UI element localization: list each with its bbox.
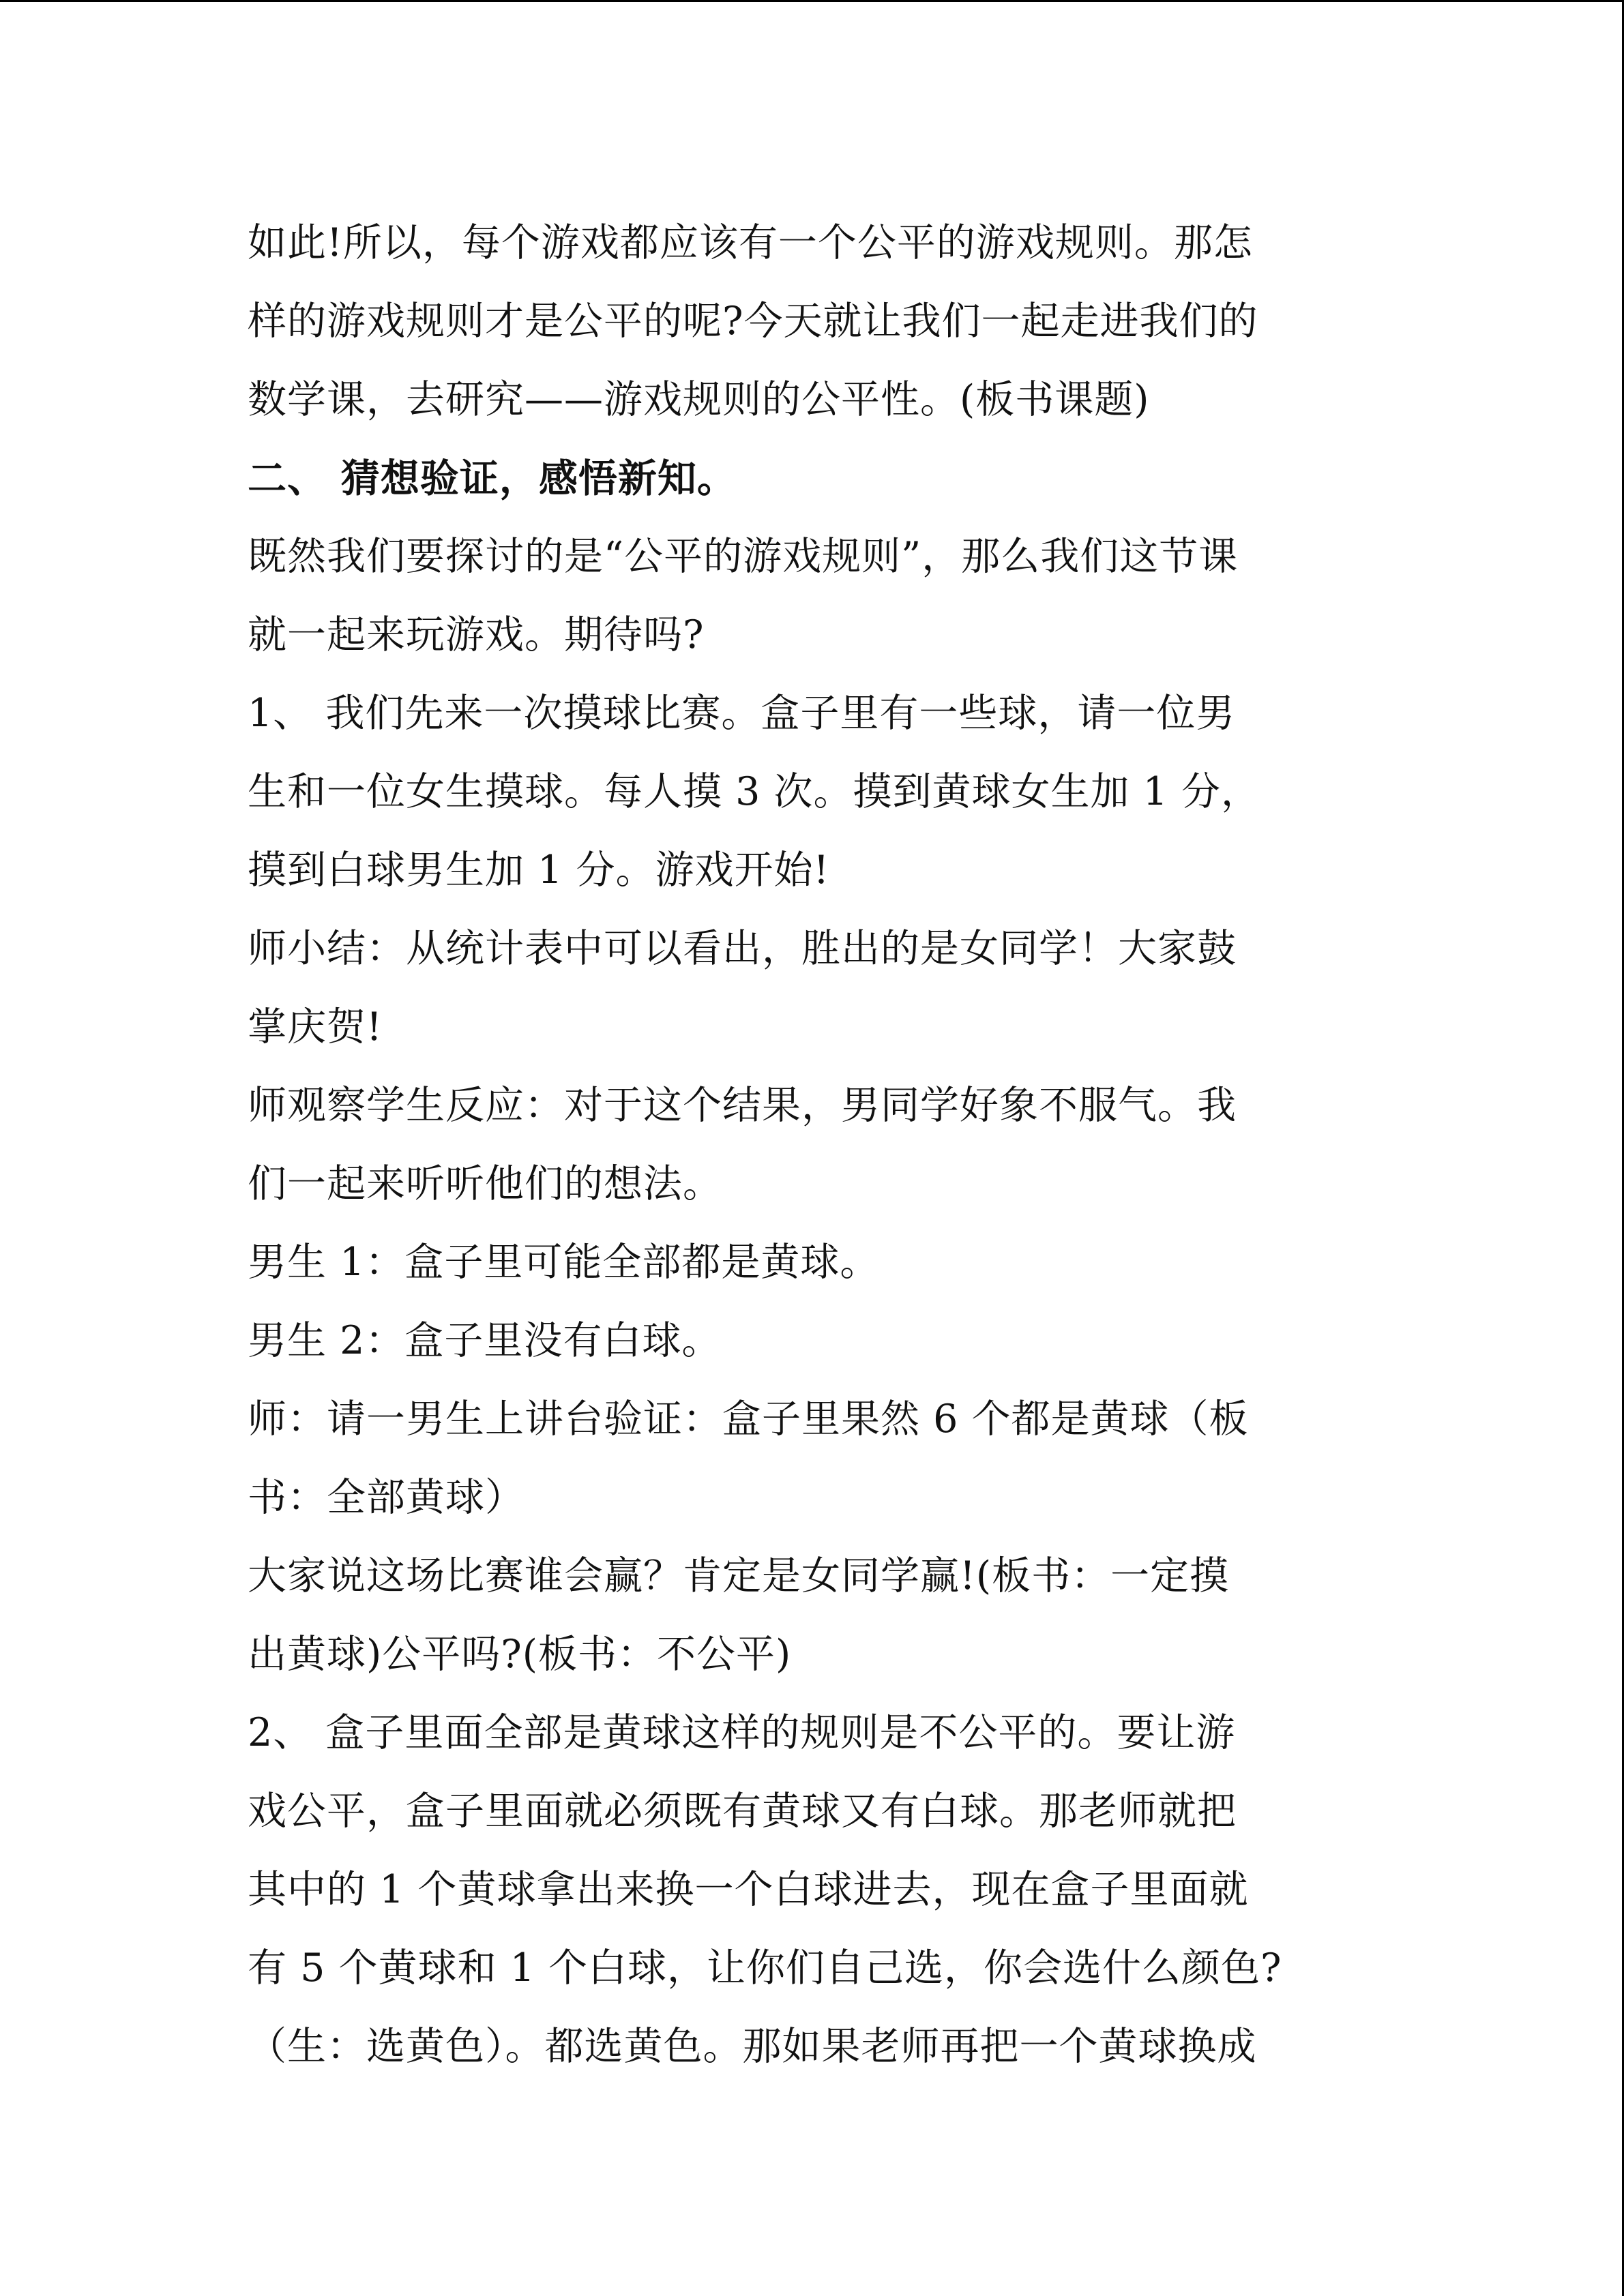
text-line: 其中的 1 个黄球拿出来换一个白球进去，现在盒子里面就 xyxy=(248,1867,1249,1912)
text-line: 1、 我们先来一次摸球比赛。盒子里有一些球，请一位男 xyxy=(248,691,1236,736)
text-line: 有 5 个黄球和 1 个白球，让你们自己选，你会选什么颜色? xyxy=(248,1945,1282,1991)
text-line: 男生 2：盒子里没有白球。 xyxy=(248,1318,722,1363)
text-line: 数学课，去研究——游戏规则的公平性。(板书课题) xyxy=(248,377,1150,422)
text-line: 男生 1：盒子里可能全部都是黄球。 xyxy=(248,1240,880,1285)
text-line: 摸到白球男生加 1 分。游戏开始! xyxy=(248,848,830,893)
body-text xyxy=(248,204,1380,2086)
text-line: 2、 盒子里面全部是黄球这样的规则是不公平的。要让游 xyxy=(248,1710,1236,1755)
text-line: 如此!所以，每个游戏都应该有一个公平的游戏规则。那怎 xyxy=(248,220,1253,265)
text-line: 大家说这场比赛谁会赢？肯定是女同学赢!(板书：一定摸 xyxy=(248,1553,1230,1598)
text-line: 师小结：从统计表中可以看出，胜出的是女同学！大家鼓 xyxy=(248,926,1237,971)
text-line: 戏公平，盒子里面就必须既有黄球又有白球。那老师就把 xyxy=(248,1789,1237,1834)
section-heading: 二、 猜想验证，感悟新知。 xyxy=(248,456,737,501)
text-line: 掌庆贺! xyxy=(248,1004,383,1049)
text-line: 既然我们要探讨的是“公平的游戏规则”，那么我们这节课 xyxy=(248,534,1239,579)
text-line: 生和一位女生摸球。每人摸 3 次。摸到黄球女生加 1 分， xyxy=(248,769,1261,814)
text-line: 样的游戏规则才是公平的呢?今天就让我们一起走进我们的 xyxy=(248,299,1258,344)
text-line: 师：请一男生上讲台验证：盒子里果然 6 个都是黄球（板 xyxy=(248,1397,1249,1442)
text-line: 师观察学生反应：对于这个结果，男同学好象不服气。我 xyxy=(248,1083,1237,1128)
text-line: 书：全部黄球） xyxy=(248,1475,525,1520)
text-line: 出黄球)公平吗?(板书：不公平) xyxy=(248,1632,792,1677)
text-line: （生：选黄色）。都选黄色。那如果老师再把一个黄球换成 xyxy=(248,2024,1257,2069)
text-line: 就一起来玩游戏。期待吗? xyxy=(248,612,705,657)
text-line: 们一起来听听他们的想法。 xyxy=(248,1161,722,1206)
